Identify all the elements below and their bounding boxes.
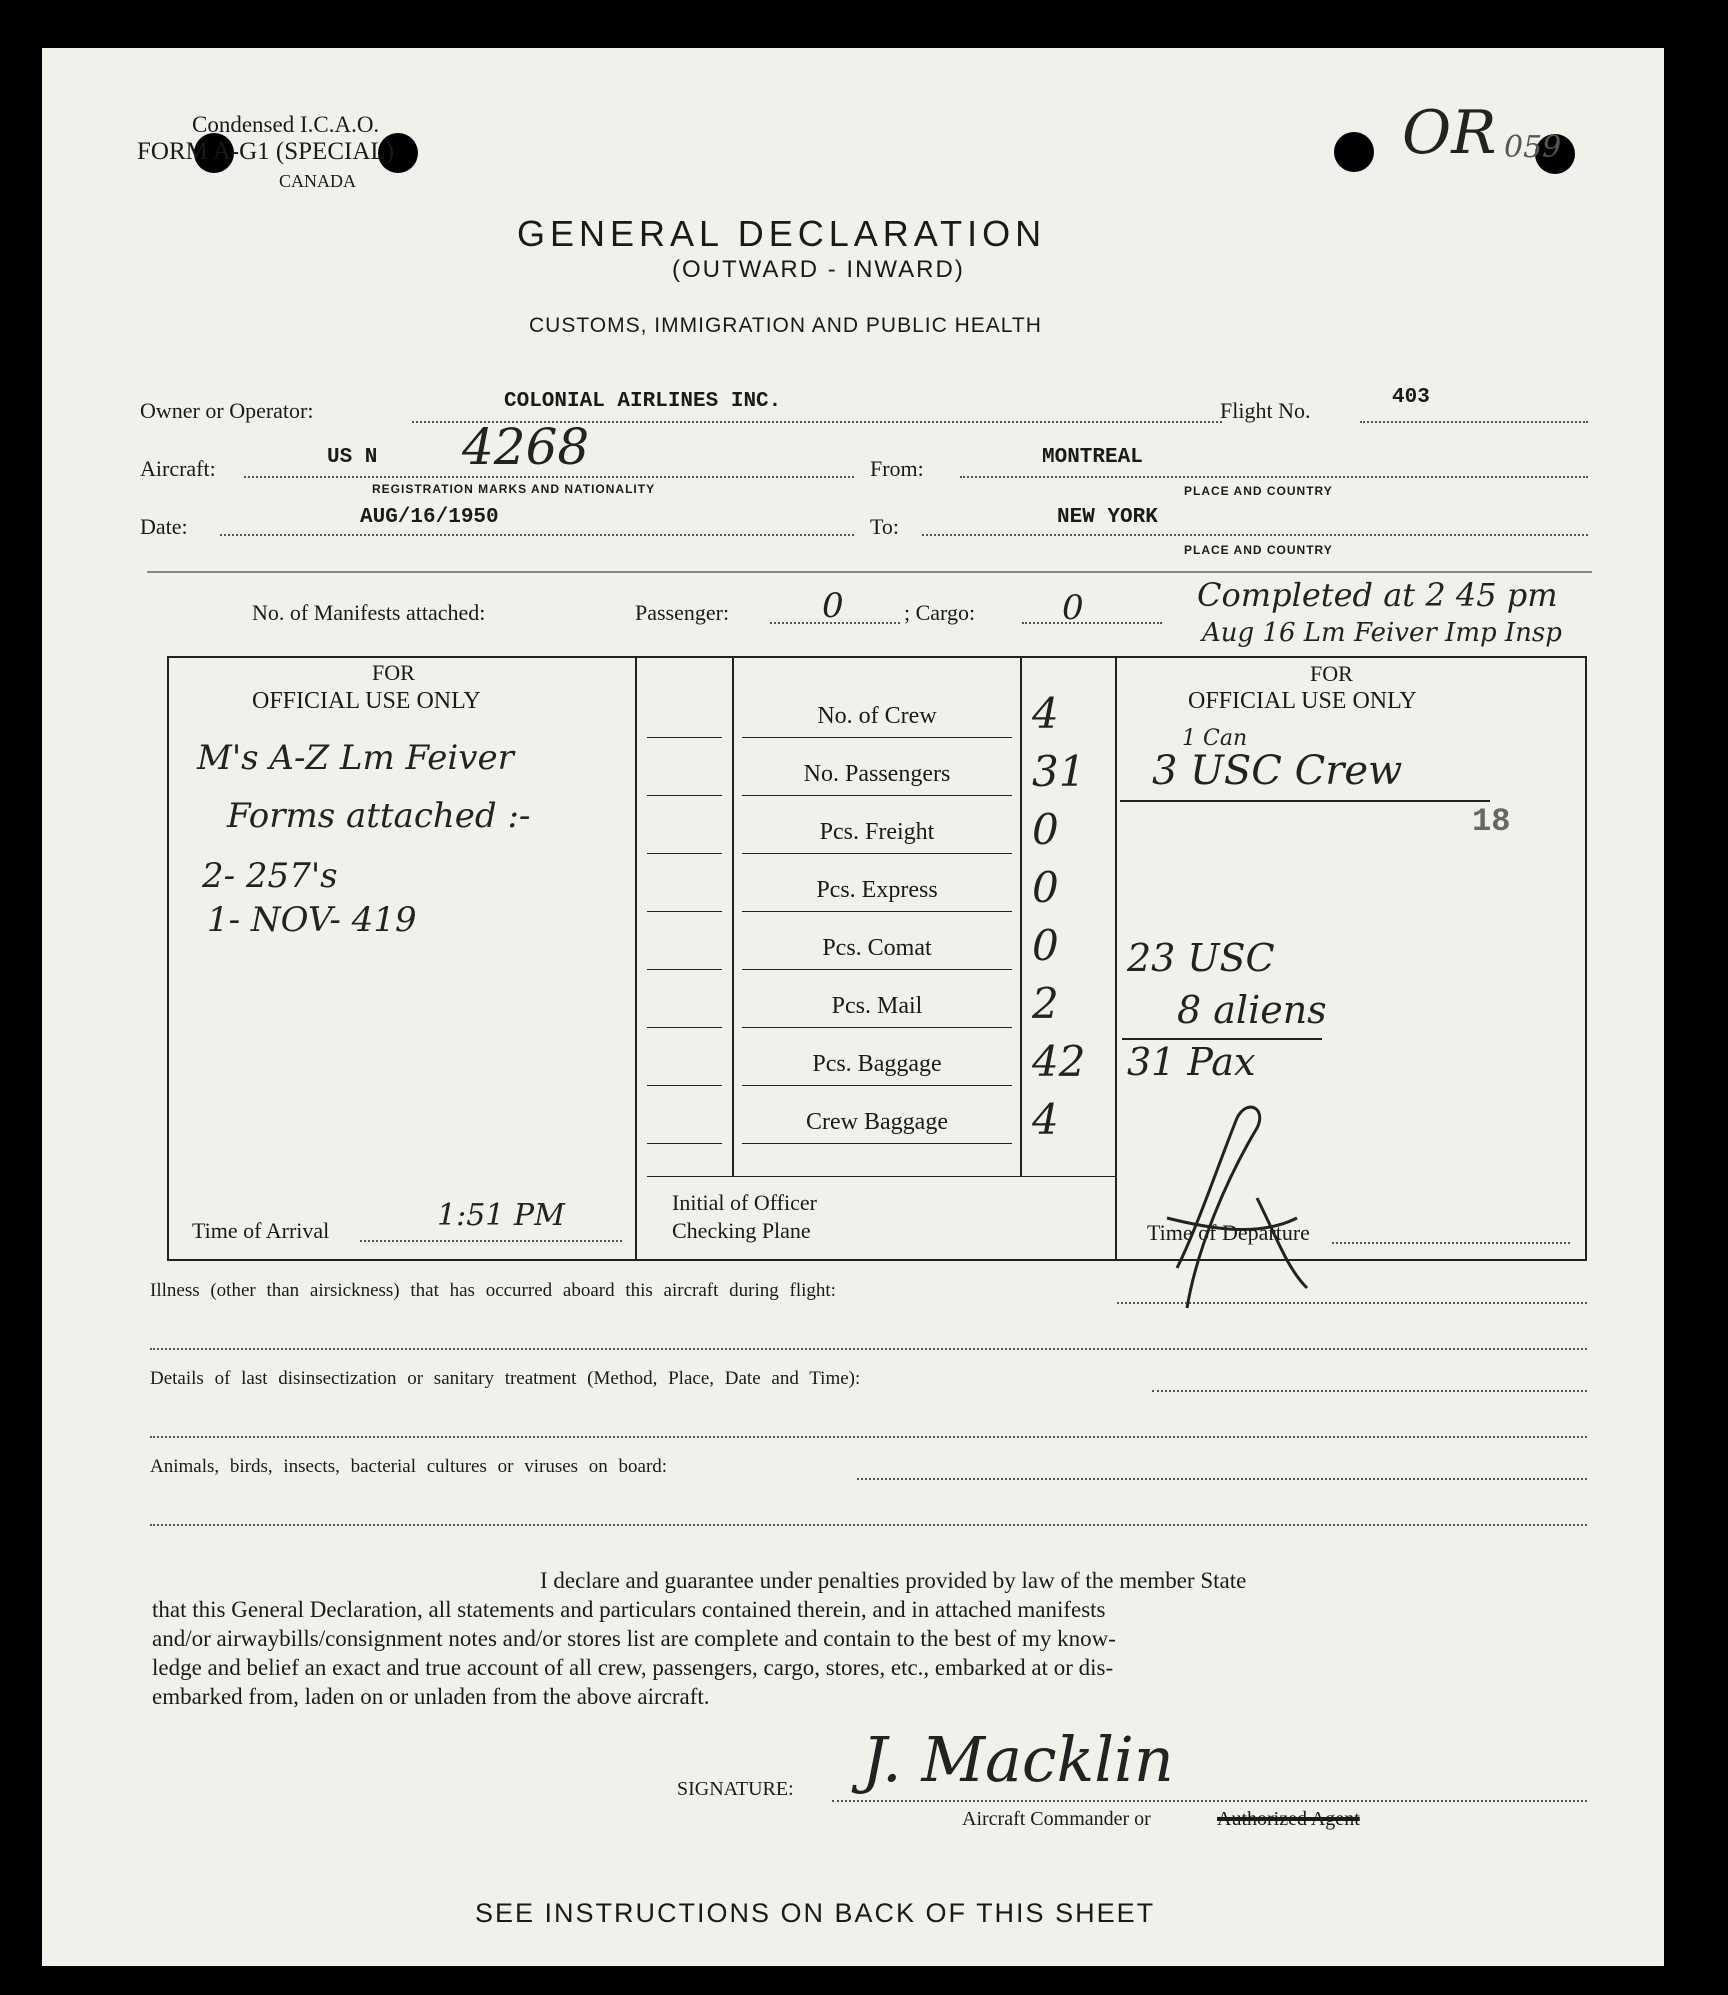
count-row-rule bbox=[742, 795, 1012, 796]
disinsect-label: Details of last disinsectization or sanitary treatment (Method, Place, Date and Time): bbox=[150, 1368, 861, 1389]
declaration-line4: ledge and belief an exact and true account of all crew, passengers, cargo, stores, etc., embarked at or dis- bbox=[152, 1655, 1114, 1680]
blank-column-rule bbox=[647, 1085, 722, 1086]
blank-column-rule bbox=[647, 1027, 722, 1028]
officer-label1: Initial of Officer bbox=[672, 1190, 817, 1215]
count-row-rule bbox=[742, 1143, 1012, 1144]
form-country: CANADA bbox=[279, 171, 357, 191]
count-row-rule bbox=[742, 853, 1012, 854]
completed-note-line1: Completed at 2 45 pm bbox=[1197, 576, 1558, 614]
to-caption: PLACE AND COUNTRY bbox=[1184, 543, 1333, 557]
count-row-label: Pcs. Comat bbox=[822, 935, 932, 961]
completed-note-line2: Aug 16 Lm Feiver Imp Insp bbox=[1202, 618, 1562, 648]
departure-label: Time of Departure bbox=[1147, 1220, 1310, 1245]
officer-label2: Checking Plane bbox=[672, 1218, 811, 1243]
right-note-aliens: 8 aliens bbox=[1177, 988, 1327, 1032]
left-note-line2: Forms attached :- bbox=[227, 796, 531, 836]
aircraft-label: Aircraft: bbox=[140, 456, 216, 481]
corner-number: 059 bbox=[1504, 130, 1562, 165]
from-caption: PLACE AND COUNTRY bbox=[1184, 484, 1333, 498]
flight-value: 403 bbox=[1392, 386, 1430, 409]
blank-column-rule bbox=[647, 1143, 722, 1144]
to-label: To: bbox=[870, 514, 900, 539]
count-row-rule bbox=[742, 1085, 1012, 1086]
illness-label: Illness (other than airsickness) that has occurred aboard this aircraft during flight: bbox=[150, 1280, 836, 1301]
form-department: CUSTOMS, IMMIGRATION AND PUBLIC HEALTH bbox=[529, 314, 1042, 337]
aircraft-number: 4268 bbox=[462, 418, 590, 476]
animals-label: Animals, birds, insects, bacterial cultures or viruses on board: bbox=[150, 1456, 668, 1477]
blank-column-rule bbox=[647, 737, 722, 738]
from-value: MONTREAL bbox=[1042, 446, 1143, 469]
date-label: Date: bbox=[140, 514, 188, 539]
declaration-line5: embarked from, laden on or unladen from the above aircraft. bbox=[152, 1684, 710, 1709]
form-title: GENERAL DECLARATION bbox=[517, 213, 1047, 254]
count-row-label: Crew Baggage bbox=[806, 1109, 948, 1135]
declaration-line3: and/or airwaybills/consignment notes and/or stores list are complete and contain to the best of my know- bbox=[152, 1626, 1116, 1651]
punch-hole bbox=[1334, 132, 1374, 172]
declaration-line2: that this General Declaration, all statements and particulars contained therein, and in attached manifests bbox=[152, 1597, 1106, 1622]
box-top-border bbox=[167, 656, 1585, 658]
blank-column-rule bbox=[647, 969, 722, 970]
left-note-line4: 1- NOV- 419 bbox=[207, 900, 417, 940]
corner-handwritten-mark: OR bbox=[1402, 98, 1497, 168]
cargo-manifest-value: 0 bbox=[1062, 588, 1084, 628]
count-row-label: No. of Crew bbox=[817, 703, 937, 729]
count-row-value: 31 bbox=[1032, 747, 1086, 796]
left-note-line3: 2- 257's bbox=[202, 856, 338, 896]
to-value: NEW YORK bbox=[1057, 506, 1158, 529]
count-row-label: Pcs. Freight bbox=[819, 819, 935, 845]
count-row-value: 4 bbox=[1032, 1095, 1059, 1144]
owner-label: Owner or Operator: bbox=[140, 398, 314, 423]
count-row-value: 4 bbox=[1032, 689, 1059, 738]
flight-label: Flight No. bbox=[1220, 398, 1311, 423]
signature-label: SIGNATURE: bbox=[677, 1778, 794, 1800]
manifests-label: No. of Manifests attached: bbox=[252, 600, 486, 625]
count-row-value: 2 bbox=[1032, 979, 1059, 1028]
passenger-manifest-label: Passenger: bbox=[635, 600, 730, 625]
count-row-value: 42 bbox=[1032, 1037, 1086, 1086]
form-code-line2: FORM A-G1 (SPECIAL) bbox=[137, 138, 394, 165]
form-subtitle: (OUTWARD - INWARD) bbox=[672, 256, 965, 283]
footer-instructions: SEE INSTRUCTIONS ON BACK OF THIS SHEET bbox=[475, 1898, 1156, 1928]
signature-struck-role: Authorized Agent bbox=[1217, 1808, 1360, 1830]
cargo-manifest-label: ; Cargo: bbox=[904, 600, 976, 625]
from-label: From: bbox=[870, 456, 924, 481]
left-official-head2: OFFICIAL USE ONLY bbox=[252, 688, 481, 714]
count-row-label: Pcs. Express bbox=[816, 877, 938, 903]
signature-handwriting: J. Macklin bbox=[862, 1723, 1174, 1796]
right-note-crew: 3 USC Crew bbox=[1152, 748, 1403, 794]
count-row-rule bbox=[742, 737, 1012, 738]
signature-role: Aircraft Commander or bbox=[962, 1808, 1151, 1830]
count-row-rule bbox=[742, 911, 1012, 912]
passenger-manifest-value: 0 bbox=[822, 586, 844, 626]
aircraft-prefix: US N bbox=[327, 446, 378, 469]
date-value: AUG/16/1950 bbox=[360, 506, 499, 529]
left-official-head1: FOR bbox=[372, 660, 415, 685]
count-row-label: Pcs. Mail bbox=[831, 993, 923, 1019]
arrival-label: Time of Arrival bbox=[192, 1218, 330, 1243]
officer-initial-scribble bbox=[1137, 1088, 1337, 1328]
right-typed-number: 18 bbox=[1472, 803, 1511, 840]
right-note-pax: 31 Pax bbox=[1127, 1040, 1256, 1084]
count-row-value: 0 bbox=[1032, 863, 1059, 912]
declaration-form bbox=[42, 48, 1664, 1966]
arrival-value: 1:51 PM bbox=[437, 1198, 565, 1233]
right-official-head2: OFFICIAL USE ONLY bbox=[1188, 688, 1417, 714]
blank-column-rule bbox=[647, 853, 722, 854]
declaration-line1: I declare and guarantee under penalties provided by law of the member State bbox=[540, 1568, 1247, 1593]
aircraft-caption: REGISTRATION MARKS AND NATIONALITY bbox=[372, 482, 656, 496]
right-note-usc: 23 USC bbox=[1127, 936, 1275, 980]
count-row-value: 0 bbox=[1032, 805, 1059, 854]
owner-value: COLONIAL AIRLINES INC. bbox=[504, 390, 782, 413]
right-official-head1: FOR bbox=[1310, 661, 1353, 686]
form-code-line1: Condensed I.C.A.O. bbox=[192, 112, 380, 137]
count-row-value: 0 bbox=[1032, 921, 1059, 970]
count-row-label: No. Passengers bbox=[803, 761, 951, 787]
left-note-line1: M's A-Z Lm Feiver bbox=[197, 738, 514, 778]
count-row-rule bbox=[742, 969, 1012, 970]
count-row-label: Pcs. Baggage bbox=[812, 1051, 942, 1077]
blank-column-rule bbox=[647, 911, 722, 912]
right-note-can: 1 Can bbox=[1182, 726, 1248, 751]
blank-column-rule bbox=[647, 795, 722, 796]
count-row-rule bbox=[742, 1027, 1012, 1028]
